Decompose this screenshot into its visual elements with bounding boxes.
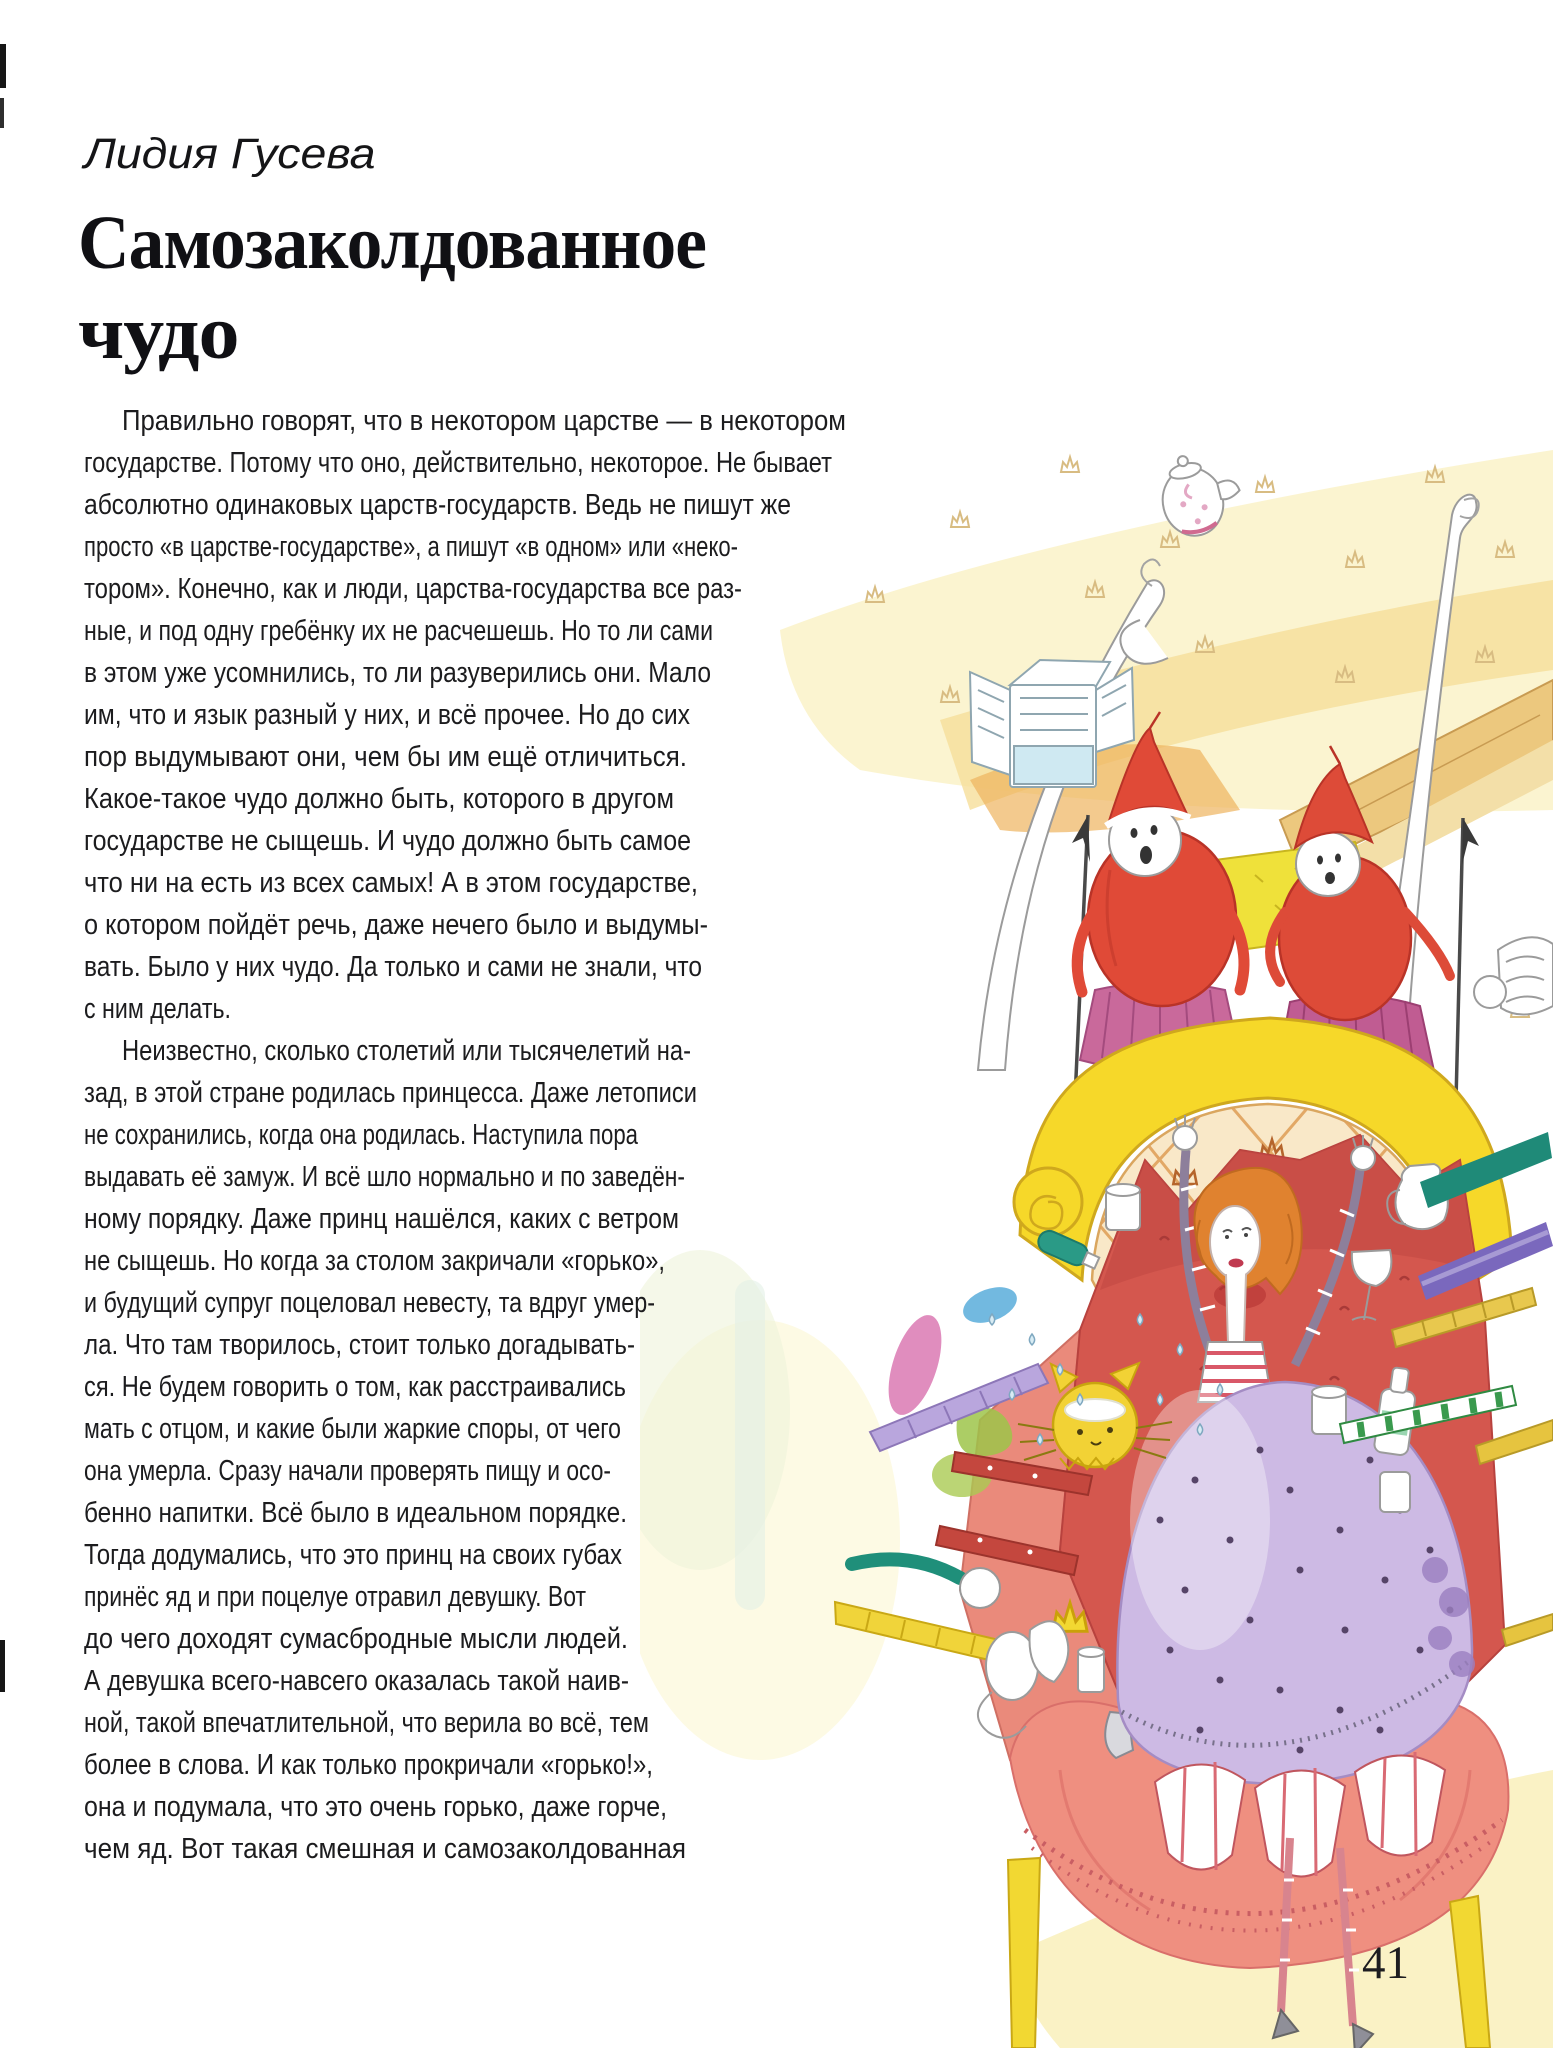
text-line: зад, в этой стране родилась принцесса. Даже летописи [84,1077,697,1109]
text-line: до чего доходят сумасбродные мысли людей. [84,1623,628,1655]
text-line: ной, такой впечатлительной, что верила во всё, тем [84,1707,649,1739]
text-line: ла. Что там творилось, стоит только догадывать- [84,1329,635,1361]
text-line: мать с отцом, и какие были жаркие споры, от чего [84,1413,621,1445]
text-line: выдавать её замуж. И всё шло нормально и по заведён- [84,1161,685,1193]
text-line: пор выдумывают они, чем бы им ещё отличиться. [84,741,687,773]
text-line: государстве. Потому что оно, действительно, некоторое. Не бывает [84,447,832,479]
text-line: государстве не сыщешь. И чудо должно быть самое [84,825,691,857]
text-line: ные, и под одну гребёнку их не расчешешь. Но то ли сами [84,615,713,647]
text-line: с ним делать. [84,993,231,1025]
text-line: принёс яд и при поцелуе отравил девушку. Вот [84,1581,586,1613]
text-line: не сохранились, когда она родилась. Наступила пора [84,1119,638,1151]
text-line: вать. Было у них чудо. Да только и сами не знали, что [84,951,702,983]
page-number: 41 [1362,1937,1409,1989]
text-line: и будущий супруг поцеловал невесту, та вдруг умер- [84,1287,655,1319]
scan-mark [0,98,4,128]
text-line: Неизвестно, сколько столетий или тысячелетий на- [122,1035,691,1067]
text-line: она умерла. Сразу начали проверять пищу и осо- [84,1455,611,1487]
text-line: абсолютно одинаковых царств-государств. Ведь не пишут же [84,489,791,521]
title-line: чудо [78,291,239,375]
text-line: просто «в царстве-государстве», а пишут «в одном» или «неко- [84,531,738,563]
text-line: в этом уже усомнились, то ли разуверились они. Мало [84,657,711,689]
text-line: более в слова. И как только прокричали «горько!», [84,1749,653,1781]
text-line: что ни на есть из всех самых! А в этом государстве, [84,867,698,899]
body-text [84,400,944,1870]
scan-mark [0,1640,5,1692]
title-line: Самозаколдованное [78,201,706,285]
text-line: чем яд. Вот такая смешная и самозаколдованная [84,1833,686,1865]
author-byline [84,126,376,182]
text-line: не сыщешь. Но когда за столом закричали «горько», [84,1245,665,1277]
text-line: А девушка всего-навсего оказалась такой наив- [84,1665,629,1697]
author-name: Лидия Гусева [84,130,376,178]
text-line: бенно напитки. Всё было в идеальном порядке. [84,1497,627,1529]
text-line: ному порядку. Даже принц нашёлся, каких с ветром [84,1203,679,1235]
story-title [78,198,747,378]
text-line: о котором пойдёт речь, даже нечего было и выдумы- [84,909,708,941]
text-line: Какое-такое чудо должно быть, которого в другом [84,783,674,815]
text-line: Тогда додумались, что это принц на своих губах [84,1539,622,1571]
text-line: она и подумала, что это очень горько, даже горче, [84,1791,667,1823]
scan-mark [0,44,6,88]
text-line: ся. Не будем говорить о том, как расстраивались [84,1371,626,1403]
text-line: им, что и язык разный у них, и всё прочее. Но до сих [84,699,690,731]
text-line: тором». Конечно, как и люди, царства-государства все раз- [84,573,742,605]
text-line: Правильно говорят, что в некотором царстве — в некотором [122,405,846,437]
